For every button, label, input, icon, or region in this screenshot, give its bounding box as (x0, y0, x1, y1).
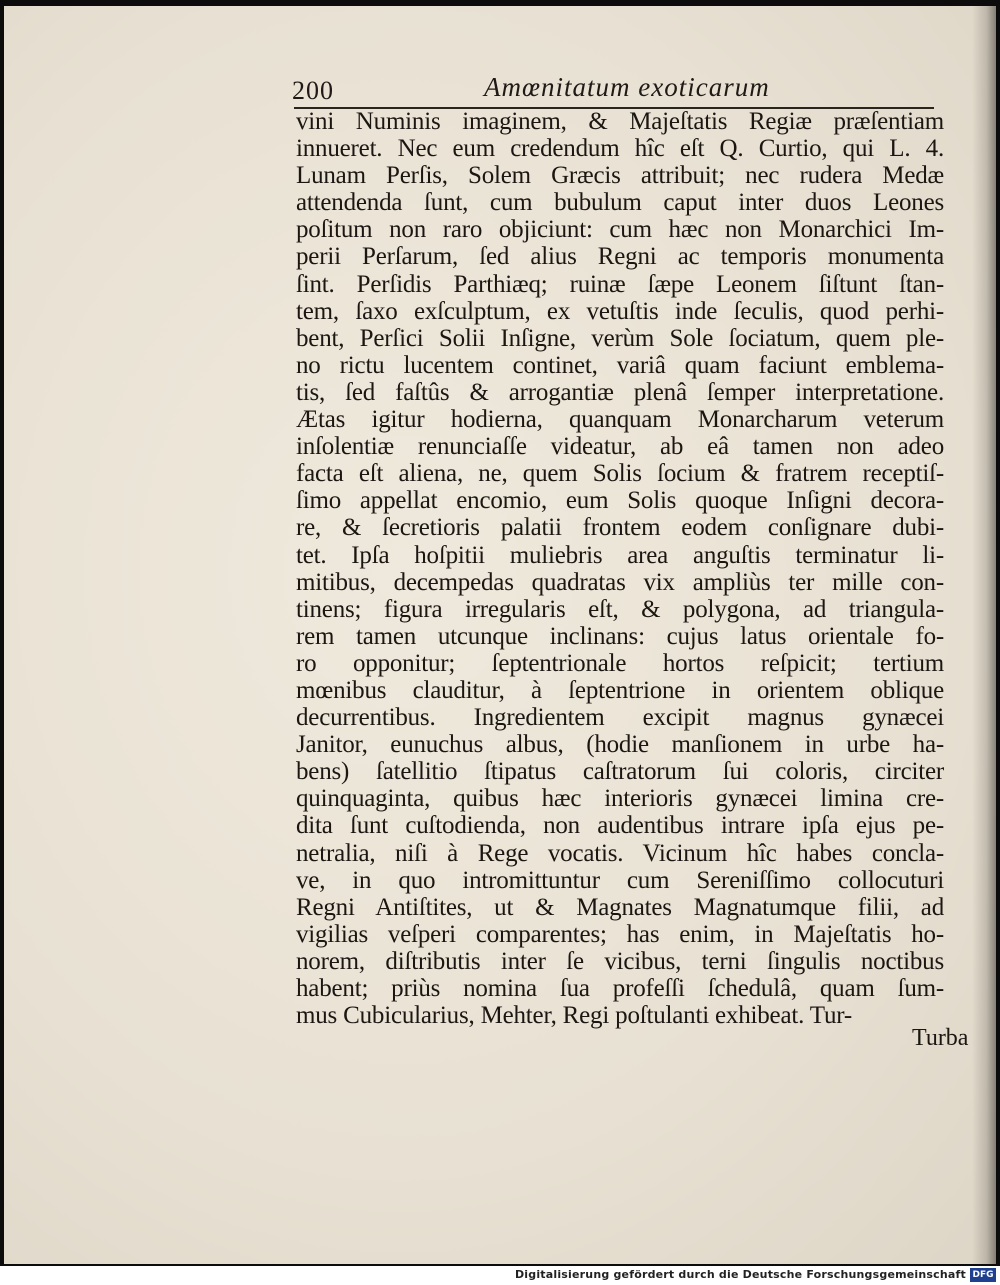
text-line: ve, in quo intromittuntur cum Sereniſſimo collocuturi (296, 866, 944, 894)
text-line: norem, diſtributis inter ſe vicibus, terni ſingulis noctibus (296, 947, 944, 975)
text-line: bent, Perſici Solii Inſigne, verùm Sole ſociatum, quem ple- (296, 324, 944, 352)
text-line: re, & ſecretioris palatii frontem eodem conſignare dubi- (296, 514, 944, 542)
text-line: vigilias veſperi comparentes; has enim, in Majeſtatis ho- (296, 920, 944, 948)
text-line: quinquaginta, quibus hæc interioris gynæcei limina cre- (296, 785, 944, 813)
text-line: vini Numinis imaginem, & Majeſtatis Regiæ præſentiam (296, 108, 944, 135)
text-line: tis, ſed faſtûs & arrogantiæ plenâ ſemper interpretatione. (296, 378, 944, 406)
text-line: Janitor, eunuchus albus, (hodie manſionem in urbe ha- (296, 731, 944, 759)
text-line: tinens; figura irregularis eſt, & polygona, ad triangula- (296, 595, 944, 623)
text-line: netralia, niſi à Rege vocatis. Vicinum hîc habes concla- (296, 839, 944, 867)
text-line: innueret. Nec eum credendum hîc eſt Q. Curtio, qui L. 4. (296, 135, 944, 163)
catchword: Turba (912, 1025, 969, 1051)
text-line: decurrentibus. Ingredientem excipit magnus gynæcei (296, 704, 944, 732)
page-number: 200 (292, 76, 334, 105)
text-line: tem, ſaxo exſculptum, ex vetuſtis inde ſeculis, quod perhi- (296, 297, 944, 325)
text-line: mœnibus clauditur, à ſeptentrione in orientem oblique (296, 676, 944, 704)
running-head: Amœnitatum exoticarum (484, 72, 770, 102)
text-line: perii Perſarum, ſed alius Regni ac temporis monumenta (296, 243, 944, 271)
text-line: mitibus, decempedas quadratas vix ampliùs ter mille con- (296, 568, 944, 596)
text-line: Ætas igitur hodierna, quanquam Monarcharum veterum (296, 406, 944, 434)
dfg-logo-icon: DFG (970, 1268, 996, 1282)
text-line: tet. Ipſa hoſpitii muliebris area anguſtis terminatur li- (296, 541, 944, 569)
text-line: Regni Antiſtites, ut & Magnates Magnatumque filii, ad (296, 893, 944, 921)
text-line: no rictu lucentem continet, variâ quam faciunt emblema- (296, 351, 944, 379)
text-line: poſitum non raro objiciunt: cum hæc non Monarchici Im- (296, 216, 944, 244)
text-line: bens) ſatellitio ſtipatus caſtratorum ſui coloris, circiter (296, 758, 944, 786)
text-line: Lunam Perſis, Solem Græcis attribuit; nec rudera Medæ (296, 162, 944, 190)
text-line: attendenda ſunt, cum bubulum caput inter duos Leones (296, 189, 944, 217)
text-line: ſint. Perſidis Parthiæq; ruinæ ſæpe Leonem ſiſtunt ſtan- (296, 270, 944, 298)
text-line: mus Cubicularius, Mehter, Regi poſtulanti exhibeat. Tur- (296, 1002, 852, 1030)
text-line: rem tamen utcunque inclinans: cujus latus orientale fo- (296, 622, 944, 650)
text-line: ro opponitur; ſeptentrionale hortos reſpicit; tertium (296, 649, 944, 677)
text-line: ſimo appellat encomio, eum Solis quoque Inſigni decora- (296, 487, 944, 515)
body-text (296, 108, 944, 1029)
text-line: facta eſt aliena, ne, quem Solis ſocium & fratrem receptiſ- (296, 460, 944, 488)
text-line: inſolentiæ renunciaſſe videatur, ab eâ tamen non adeo (296, 433, 944, 461)
page-gutter-shadow (972, 6, 996, 1264)
page-header (292, 72, 934, 108)
text-line: dita ſunt cuſtodienda, non audentibus intrare ipſa ejus pe- (296, 812, 944, 840)
text-line: habent; priùs nomina ſua profeſſi ſchedulâ, quam ſum- (296, 975, 944, 1002)
funding-credit: Digitalisierung gefördert durch die Deutsche Forschungsgemeinschaft (514, 1268, 966, 1281)
